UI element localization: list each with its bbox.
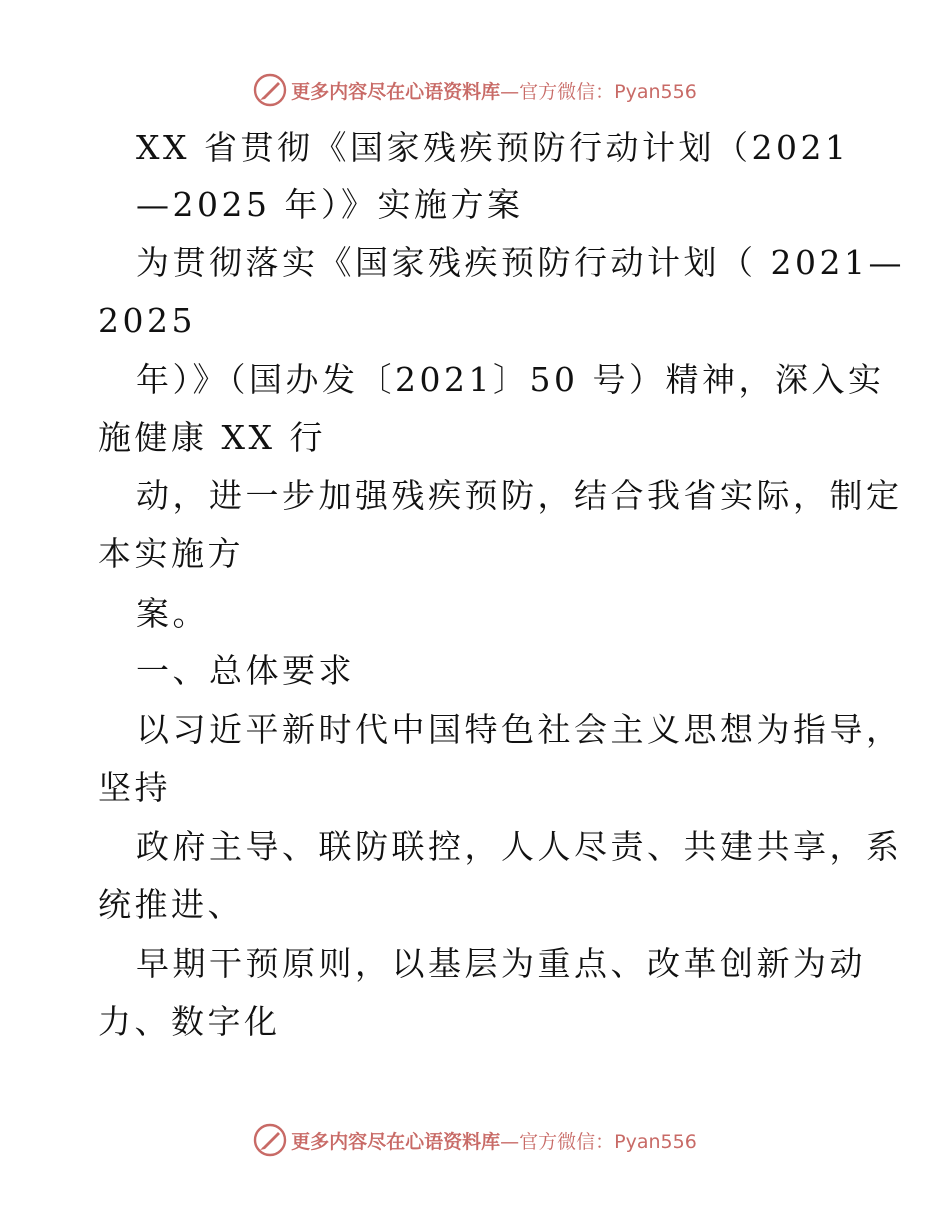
paragraph-line: 力、数字化 xyxy=(98,1002,281,1041)
paragraph-line: 案。 xyxy=(136,594,209,633)
paragraph-line: 本实施方 xyxy=(98,534,244,573)
paragraph-line: 统推进、 xyxy=(98,885,244,924)
watermark-text xyxy=(291,1127,697,1154)
watermark-account: 官方微信：Pyan556 xyxy=(519,80,697,103)
section-heading: 一、总体要求 xyxy=(136,651,355,690)
watermark-account: 官方微信：Pyan556 xyxy=(519,1130,697,1153)
quill-logo-icon xyxy=(253,1123,287,1157)
watermark-text xyxy=(291,77,697,104)
paragraph-line: 坚持 xyxy=(98,768,171,807)
watermark-main: 更多内容尽在心语资料库 xyxy=(291,1130,501,1153)
paragraph-line: 年）》（国办发〔2021〕50 号）精神，深入实 xyxy=(136,360,885,399)
header-watermark xyxy=(0,70,950,110)
paragraph-line: 动，进一步加强残疾预防，结合我省实际，制定 xyxy=(136,476,903,515)
paragraph-line: 政府主导、联防联控，人人尽责、共建共享，系 xyxy=(136,827,903,866)
document-title-line-1: XX 省贯彻《国家残疾预防行动计划（2021 xyxy=(136,128,850,167)
footer-watermark xyxy=(0,1120,950,1160)
watermark-main: 更多内容尽在心语资料库 xyxy=(291,80,501,103)
quill-logo-icon xyxy=(253,73,287,107)
paragraph-line: 2025 xyxy=(98,301,196,340)
paragraph-line: 早期干预原则，以基层为重点、改革创新为动 xyxy=(136,944,866,983)
watermark-dash: — xyxy=(500,80,520,103)
paragraph-line: 为贯彻落实《国家残疾预防行动计划（ 2021— xyxy=(136,243,905,282)
paragraph-line: 以习近平新时代中国特色社会主义思想为指导， xyxy=(136,710,903,749)
watermark-dash: — xyxy=(500,1130,520,1153)
document-title-line-2: —2025 年）》实施方案 xyxy=(136,185,524,224)
paragraph-line: 施健康 XX 行 xyxy=(98,418,326,457)
